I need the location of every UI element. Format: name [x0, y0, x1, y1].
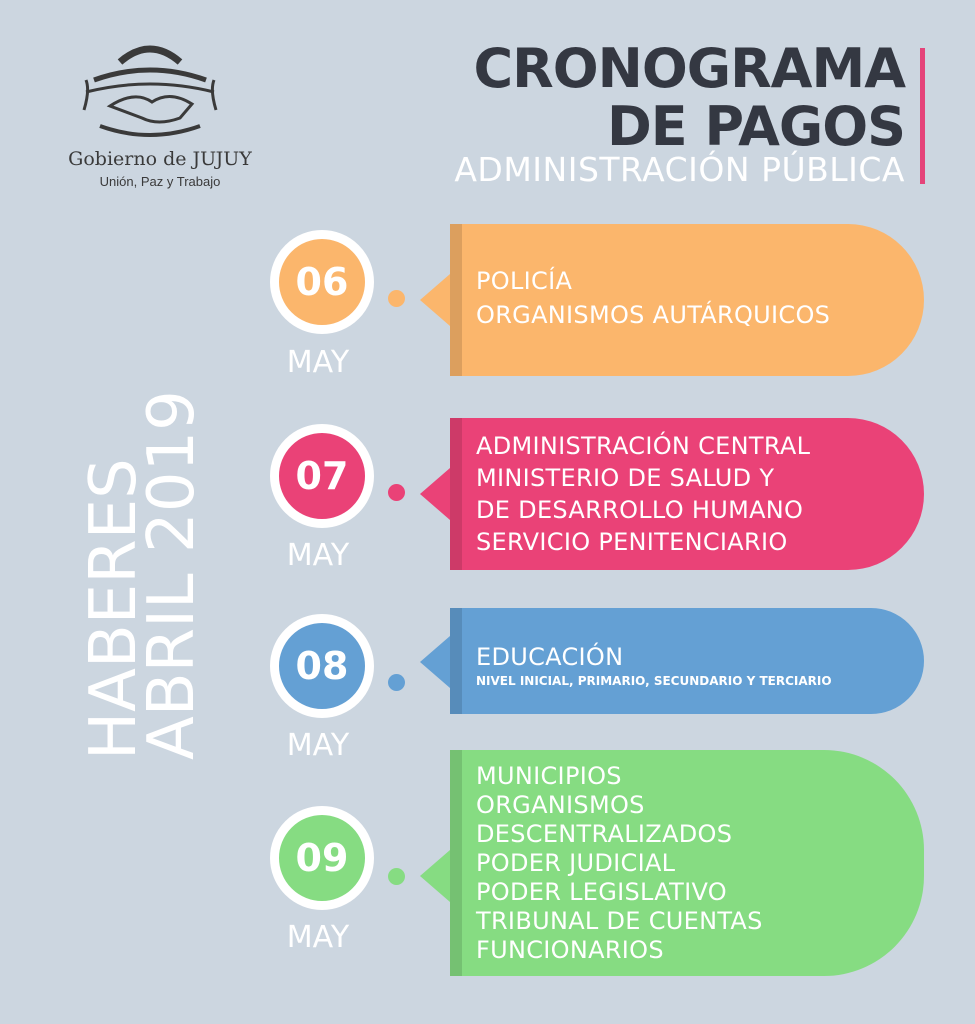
schedule-card-08	[450, 608, 924, 714]
side-label-line-1: HABERES	[77, 458, 151, 760]
side-label-line-2: ABRIL 2019	[135, 390, 209, 760]
connector-dot	[388, 484, 405, 501]
schedule-card-06	[450, 224, 924, 376]
card-subline: NIVEL INICIAL, PRIMARIO, SECUNDARIO Y TERCIARIO	[476, 674, 832, 688]
connector-dot	[388, 868, 405, 885]
page-subtitle: ADMINISTRACIÓN PÚBLICA	[454, 150, 905, 189]
date-circle-06	[270, 230, 374, 334]
card-line: PODER JUDICIAL	[476, 849, 676, 877]
title-line-1: CRONOGRAMA	[473, 37, 905, 100]
handshake-seal-icon	[80, 40, 220, 150]
logo-motto: Unión, Paz y Trabajo	[99, 174, 221, 189]
accent-bar	[920, 48, 925, 184]
card-line: ADMINISTRACIÓN CENTRAL	[476, 432, 811, 460]
card-line: MINISTERIO DE SALUD Y	[476, 464, 775, 492]
day-number: 08	[295, 644, 349, 688]
title-line-2: DE PAGOS	[606, 95, 905, 158]
card-line: DESCENTRALIZADOS	[476, 820, 733, 848]
government-logo	[40, 40, 260, 200]
card-line: EDUCACIÓN	[476, 643, 624, 671]
date-circle-08	[270, 614, 374, 718]
card-line: PODER LEGISLATIVO	[476, 878, 727, 906]
date-circle-09	[270, 806, 374, 910]
day-number: 09	[295, 836, 349, 880]
schedule-card-09	[450, 750, 924, 976]
page-title	[473, 37, 905, 158]
logo-name: Gobierno de JUJUY	[68, 148, 252, 170]
card-line: ORGANISMOS AUTÁRQUICOS	[476, 301, 831, 329]
month-label: MAY	[286, 920, 350, 955]
schedule-card-07	[450, 418, 924, 570]
connector-dot	[388, 674, 405, 691]
month-label: MAY	[286, 538, 350, 573]
month-label: MAY	[286, 728, 350, 763]
card-pointer	[420, 468, 450, 520]
day-number: 06	[295, 260, 349, 304]
card-line: POLICÍA	[476, 267, 573, 295]
card-line: TRIBUNAL DE CUENTAS	[476, 907, 763, 935]
date-circle-07	[270, 424, 374, 528]
side-label	[77, 390, 209, 760]
card-line: MUNICIPIOS	[476, 762, 622, 790]
card-pointer	[420, 274, 450, 326]
card-pointer	[420, 850, 450, 902]
card-line: FUNCIONARIOS	[476, 936, 664, 964]
day-number: 07	[295, 454, 349, 498]
card-line: SERVICIO PENITENCIARIO	[476, 528, 788, 556]
card-line: DE DESARROLLO HUMANO	[476, 496, 804, 524]
card-line: ORGANISMOS	[476, 791, 645, 819]
month-label: MAY	[286, 345, 350, 380]
card-pointer	[420, 636, 450, 688]
connector-dot	[388, 290, 405, 307]
